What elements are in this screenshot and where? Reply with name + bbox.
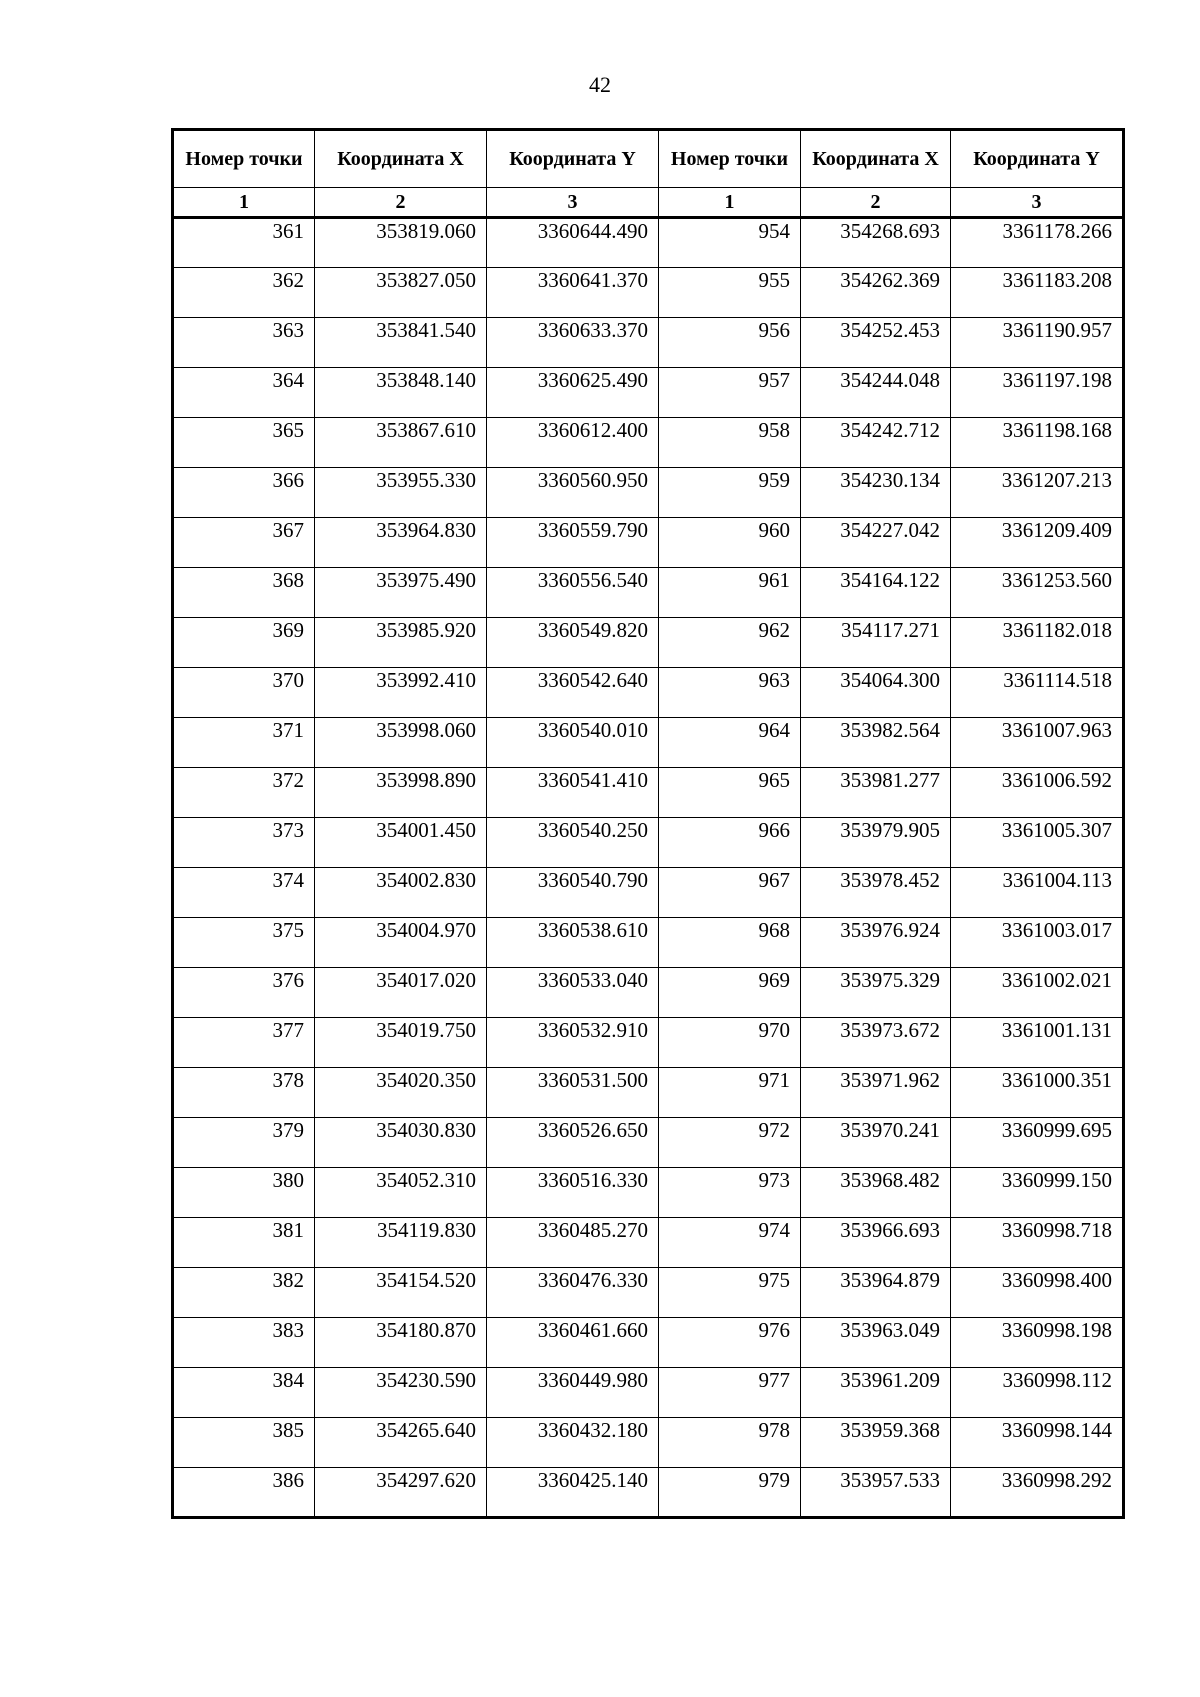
coordinate-x-cell: 354252.453 (801, 318, 951, 368)
coordinate-y-cell: 3360485.270 (487, 1218, 659, 1268)
coordinate-y-cell: 3360641.370 (487, 268, 659, 318)
point-number-cell: 975 (659, 1268, 801, 1318)
column-number: 1 (659, 188, 801, 218)
point-number-cell: 381 (173, 1218, 315, 1268)
table-header-row (173, 130, 1124, 188)
coordinate-x-cell: 353978.452 (801, 868, 951, 918)
coordinate-y-cell: 3360432.180 (487, 1418, 659, 1468)
point-number-cell: 362 (173, 268, 315, 318)
table-row (173, 668, 1124, 718)
table-row (173, 318, 1124, 368)
point-number-cell: 962 (659, 618, 801, 668)
table-row (173, 468, 1124, 518)
coordinate-y-cell: 3361006.592 (951, 768, 1124, 818)
coordinate-x-cell: 353982.564 (801, 718, 951, 768)
point-number-cell: 369 (173, 618, 315, 668)
coordinate-y-cell: 3361182.018 (951, 618, 1124, 668)
column-header-coordinate-x: Координата X (315, 130, 487, 188)
column-header-point-number: Номер точки (659, 130, 801, 188)
coordinate-y-cell: 3360998.292 (951, 1468, 1124, 1518)
point-number-cell: 375 (173, 918, 315, 968)
coordinates-table (171, 128, 1125, 1519)
coordinate-y-cell: 3361209.409 (951, 518, 1124, 568)
point-number-cell: 967 (659, 868, 801, 918)
coordinate-y-cell: 3361003.017 (951, 918, 1124, 968)
coordinate-x-cell: 354154.520 (315, 1268, 487, 1318)
coordinate-y-cell: 3360612.400 (487, 418, 659, 468)
table-row (173, 968, 1124, 1018)
point-number-cell: 973 (659, 1168, 801, 1218)
point-number-cell: 365 (173, 418, 315, 468)
coordinate-y-cell: 3361207.213 (951, 468, 1124, 518)
point-number-cell: 367 (173, 518, 315, 568)
coordinate-y-cell: 3361253.560 (951, 568, 1124, 618)
point-number-cell: 370 (173, 668, 315, 718)
coordinate-x-cell: 353957.533 (801, 1468, 951, 1518)
coordinate-x-cell: 353973.672 (801, 1018, 951, 1068)
coordinate-y-cell: 3360540.010 (487, 718, 659, 768)
table-row (173, 1468, 1124, 1518)
coordinate-x-cell: 354268.693 (801, 218, 951, 268)
coordinate-y-cell: 3360542.640 (487, 668, 659, 718)
coordinate-x-cell: 354001.450 (315, 818, 487, 868)
coordinate-x-cell: 354230.590 (315, 1368, 487, 1418)
point-number-cell: 971 (659, 1068, 801, 1118)
table-row (173, 268, 1124, 318)
coordinate-x-cell: 353998.890 (315, 768, 487, 818)
coordinate-y-cell: 3360549.820 (487, 618, 659, 668)
coordinate-x-cell: 353975.490 (315, 568, 487, 618)
coordinate-y-cell: 3360532.910 (487, 1018, 659, 1068)
point-number-cell: 955 (659, 268, 801, 318)
column-header-coordinate-y: Координата Y (951, 130, 1124, 188)
coordinate-y-cell: 3361183.208 (951, 268, 1124, 318)
coordinate-x-cell: 354004.970 (315, 918, 487, 968)
coordinate-y-cell: 3361005.307 (951, 818, 1124, 868)
coordinate-y-cell: 3361178.266 (951, 218, 1124, 268)
coordinate-y-cell: 3361114.518 (951, 668, 1124, 718)
coordinate-x-cell: 353841.540 (315, 318, 487, 368)
coordinate-y-cell: 3360633.370 (487, 318, 659, 368)
point-number-cell: 373 (173, 818, 315, 868)
page-number: 42 (589, 72, 611, 97)
coordinate-y-cell: 3360538.610 (487, 918, 659, 968)
coordinate-y-cell: 3360516.330 (487, 1168, 659, 1218)
coordinate-x-cell: 353964.830 (315, 518, 487, 568)
coordinate-x-cell: 354002.830 (315, 868, 487, 918)
coordinate-x-cell: 354297.620 (315, 1468, 487, 1518)
coordinate-x-cell: 354242.712 (801, 418, 951, 468)
coordinate-x-cell: 353964.879 (801, 1268, 951, 1318)
point-number-cell: 384 (173, 1368, 315, 1418)
coordinate-y-cell: 3361190.957 (951, 318, 1124, 368)
coordinate-y-cell: 3360476.330 (487, 1268, 659, 1318)
point-number-cell: 977 (659, 1368, 801, 1418)
table-row (173, 568, 1124, 618)
coordinate-x-cell: 354019.750 (315, 1018, 487, 1068)
coordinate-x-cell: 353848.140 (315, 368, 487, 418)
column-number-row (173, 188, 1124, 218)
point-number-cell: 969 (659, 968, 801, 1018)
coordinate-x-cell: 354265.640 (315, 1418, 487, 1468)
point-number-cell: 366 (173, 468, 315, 518)
point-number-cell: 379 (173, 1118, 315, 1168)
point-number-cell: 976 (659, 1318, 801, 1368)
table-body (173, 218, 1124, 1518)
coordinate-y-cell: 3360998.400 (951, 1268, 1124, 1318)
table-row (173, 768, 1124, 818)
coordinate-x-cell: 353963.049 (801, 1318, 951, 1368)
column-number: 3 (487, 188, 659, 218)
coordinate-y-cell: 3361002.021 (951, 968, 1124, 1018)
coordinate-x-cell: 354017.020 (315, 968, 487, 1018)
point-number-cell: 958 (659, 418, 801, 468)
coordinate-y-cell: 3360541.410 (487, 768, 659, 818)
coordinate-y-cell: 3360625.490 (487, 368, 659, 418)
coordinate-x-cell: 354227.042 (801, 518, 951, 568)
point-number-cell: 966 (659, 818, 801, 868)
point-number-cell: 961 (659, 568, 801, 618)
point-number-cell: 957 (659, 368, 801, 418)
coordinate-x-cell: 353827.050 (315, 268, 487, 318)
point-number-cell: 372 (173, 768, 315, 818)
coordinate-x-cell: 353975.329 (801, 968, 951, 1018)
point-number-cell: 979 (659, 1468, 801, 1518)
point-number-cell: 374 (173, 868, 315, 918)
coordinate-x-cell: 353867.610 (315, 418, 487, 468)
point-number-cell: 371 (173, 718, 315, 768)
point-number-cell: 380 (173, 1168, 315, 1218)
coordinate-x-cell: 354064.300 (801, 668, 951, 718)
coordinate-x-cell: 353992.410 (315, 668, 487, 718)
column-number: 3 (951, 188, 1124, 218)
coordinate-x-cell: 354262.369 (801, 268, 951, 318)
table-row (173, 868, 1124, 918)
point-number-cell: 972 (659, 1118, 801, 1168)
coordinate-y-cell: 3361004.113 (951, 868, 1124, 918)
point-number-cell: 364 (173, 368, 315, 418)
coordinate-y-cell: 3360533.040 (487, 968, 659, 1018)
coordinate-y-cell: 3360999.150 (951, 1168, 1124, 1218)
coordinate-y-cell: 3360998.718 (951, 1218, 1124, 1268)
table-row (173, 1168, 1124, 1218)
coordinate-y-cell: 3361007.963 (951, 718, 1124, 768)
point-number-cell: 956 (659, 318, 801, 368)
coordinate-y-cell: 3360559.790 (487, 518, 659, 568)
point-number-cell: 377 (173, 1018, 315, 1068)
coordinate-x-cell: 354230.134 (801, 468, 951, 518)
coordinate-x-cell: 354119.830 (315, 1218, 487, 1268)
table-row (173, 1268, 1124, 1318)
coordinate-x-cell: 354030.830 (315, 1118, 487, 1168)
point-number-cell: 378 (173, 1068, 315, 1118)
point-number-cell: 970 (659, 1018, 801, 1068)
point-number-cell: 978 (659, 1418, 801, 1468)
table-row (173, 518, 1124, 568)
coordinate-x-cell: 353955.330 (315, 468, 487, 518)
column-number: 2 (315, 188, 487, 218)
coordinate-y-cell: 3361000.351 (951, 1068, 1124, 1118)
table-row (173, 718, 1124, 768)
coordinate-x-cell: 353971.962 (801, 1068, 951, 1118)
table-row (173, 1118, 1124, 1168)
coordinate-y-cell: 3361198.168 (951, 418, 1124, 468)
point-number-cell: 974 (659, 1218, 801, 1268)
point-number-cell: 960 (659, 518, 801, 568)
coordinate-x-cell: 354164.122 (801, 568, 951, 618)
coordinate-y-cell: 3361197.198 (951, 368, 1124, 418)
coordinate-y-cell: 3360998.144 (951, 1418, 1124, 1468)
coordinate-y-cell: 3360644.490 (487, 218, 659, 268)
point-number-cell: 968 (659, 918, 801, 968)
coordinate-x-cell: 353959.368 (801, 1418, 951, 1468)
point-number-cell: 386 (173, 1468, 315, 1518)
point-number-cell: 964 (659, 718, 801, 768)
coordinate-x-cell: 353966.693 (801, 1218, 951, 1268)
coordinate-y-cell: 3360531.500 (487, 1068, 659, 1118)
coordinate-y-cell: 3360999.695 (951, 1118, 1124, 1168)
coordinate-x-cell: 354244.048 (801, 368, 951, 418)
coordinate-y-cell: 3360540.250 (487, 818, 659, 868)
coordinate-y-cell: 3360526.650 (487, 1118, 659, 1168)
column-number: 1 (173, 188, 315, 218)
table-row (173, 1368, 1124, 1418)
column-header-point-number: Номер точки (173, 130, 315, 188)
point-number-cell: 954 (659, 218, 801, 268)
point-number-cell: 383 (173, 1318, 315, 1368)
table-row (173, 818, 1124, 868)
table-row (173, 1318, 1124, 1368)
coordinate-x-cell: 354020.350 (315, 1068, 487, 1118)
column-header-coordinate-y: Координата Y (487, 130, 659, 188)
coordinate-y-cell: 3360461.660 (487, 1318, 659, 1368)
coordinate-y-cell: 3360449.980 (487, 1368, 659, 1418)
table-row (173, 1018, 1124, 1068)
coordinate-x-cell: 354117.271 (801, 618, 951, 668)
table-row (173, 218, 1124, 268)
point-number-cell: 382 (173, 1268, 315, 1318)
point-number-cell: 368 (173, 568, 315, 618)
coordinate-x-cell: 353981.277 (801, 768, 951, 818)
column-header-coordinate-x: Координата X (801, 130, 951, 188)
coordinate-x-cell: 353985.920 (315, 618, 487, 668)
coordinate-y-cell: 3360998.112 (951, 1368, 1124, 1418)
coordinate-x-cell: 354052.310 (315, 1168, 487, 1218)
coordinate-x-cell: 353819.060 (315, 218, 487, 268)
coordinate-x-cell: 353968.482 (801, 1168, 951, 1218)
coordinate-x-cell: 353970.241 (801, 1118, 951, 1168)
coordinate-y-cell: 3360556.540 (487, 568, 659, 618)
coordinate-y-cell: 3360998.198 (951, 1318, 1124, 1368)
point-number-cell: 965 (659, 768, 801, 818)
point-number-cell: 385 (173, 1418, 315, 1468)
coordinate-y-cell: 3360540.790 (487, 868, 659, 918)
table-row (173, 368, 1124, 418)
table-row (173, 1068, 1124, 1118)
coordinate-y-cell: 3360560.950 (487, 468, 659, 518)
table-row (173, 1418, 1124, 1468)
coordinate-x-cell: 354180.870 (315, 1318, 487, 1368)
point-number-cell: 959 (659, 468, 801, 518)
point-number-cell: 963 (659, 668, 801, 718)
coordinate-x-cell: 353979.905 (801, 818, 951, 868)
table-row (173, 1218, 1124, 1268)
column-number: 2 (801, 188, 951, 218)
point-number-cell: 363 (173, 318, 315, 368)
table-row (173, 618, 1124, 668)
coordinate-x-cell: 353961.209 (801, 1368, 951, 1418)
coordinate-x-cell: 353976.924 (801, 918, 951, 968)
point-number-cell: 376 (173, 968, 315, 1018)
coordinate-x-cell: 353998.060 (315, 718, 487, 768)
point-number-cell: 361 (173, 218, 315, 268)
coordinate-y-cell: 3361001.131 (951, 1018, 1124, 1068)
table-row (173, 918, 1124, 968)
table-row (173, 418, 1124, 468)
coordinate-y-cell: 3360425.140 (487, 1468, 659, 1518)
